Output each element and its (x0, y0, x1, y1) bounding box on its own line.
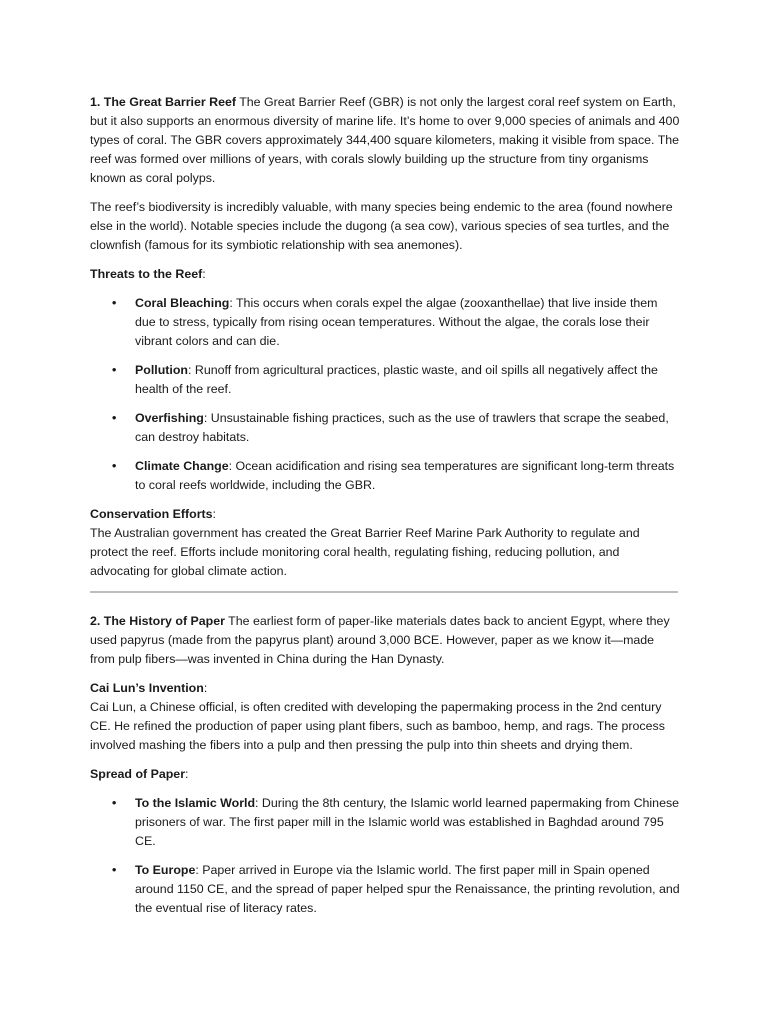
cailun-heading: Cai Lun’s Invention (90, 681, 204, 695)
bullet-icon: • (112, 296, 117, 310)
threats-heading-line (90, 265, 680, 284)
threats-heading: Threats to the Reef (90, 267, 203, 281)
conservation-heading: Conservation Efforts (90, 507, 213, 521)
document-page (90, 93, 680, 928)
list-item (90, 794, 680, 851)
spread-heading-line (90, 765, 680, 784)
reef-biodiversity-paragraph: The reef’s biodiversity is incredibly valuable, with many species being endemic to the area (found nowhere else in the world). Notable species include the dugong (a sea cow), various species of sea turtles, and the clownfish (famous for its symbiotic relationship with sea anemones). (90, 200, 673, 252)
paper-intro-paragraph (90, 612, 680, 669)
list-item-term: To the Islamic World (135, 796, 256, 810)
paper-intro-text: The earliest form of paper-like materials dates back to ancient Egypt, where they used papyrus (made from the papyrus plant) around 3,000 BCE. However, paper as we know it—made from pulp fibers—was invented in China during the Han Dynasty. (90, 614, 670, 666)
cailun-heading-colon: : (203, 681, 208, 695)
threats-list (90, 294, 680, 495)
list-item-term: Overfishing (135, 411, 204, 425)
reef-intro-text: The Great Barrier Reef (GBR) is not only the largest coral reef system on Earth, but it also supports an enormous diversity of marine life. It’s home to over 9,000 species of animals and 400 types of coral. The GBR covers approximately 344,400 square kilometers, making it visible from space. The reef was formed over millions of years, with corals slowly building up the structure from tiny organisms known as coral polyps. (90, 95, 680, 185)
list-item-text: : Ocean acidification and rising sea temperatures are significant long-term threats to coral reefs worldwide, including the GBR. (135, 459, 675, 492)
cailun-heading-line (90, 679, 680, 698)
paper-heading: 2. The History of Paper (90, 614, 225, 628)
conservation-paragraph: The Australian government has created the Great Barrier Reef Marine Park Authority to regulate and protect the reef. Efforts include monitoring coral health, regulating fishing, reducing pollution, and advocating for global climate action. (90, 526, 640, 578)
spread-heading-colon: : (185, 767, 189, 781)
cailun-paragraph: Cai Lun, a Chinese official, is often credited with developing the papermaking process in the 2nd century CE. He refined the production of paper using plant fibers, such as bamboo, hemp, and rags. The process involved mashing the fibers into a pulp and then pressing the pulp into thin sheets and drying them. (90, 700, 665, 752)
threats-heading-colon: : (202, 267, 206, 281)
list-item-text: : Unsustainable fishing practices, such as the use of trawlers that scrape the seabed, can destroy habitats. (135, 411, 669, 444)
list-item-term: Coral Bleaching (135, 296, 230, 310)
conservation-heading-line (90, 505, 680, 524)
list-item-term: Pollution (135, 363, 188, 377)
section-divider (90, 591, 678, 593)
list-item-text: : Paper arrived in Europe via the Islamic world. The first paper mill in Spain opened around 1150 CE, and the spread of paper helped spur the Renaissance, the printing revolution, and the eventual rise of literacy rates. (135, 863, 680, 915)
list-item (90, 861, 680, 918)
reef-intro-paragraph (90, 93, 680, 188)
bullet-icon: • (112, 863, 117, 877)
list-item (90, 409, 680, 447)
spread-heading: Spread of Paper (90, 767, 186, 781)
list-item (90, 294, 680, 351)
conservation-heading-colon: : (212, 507, 216, 521)
bullet-icon: • (112, 411, 117, 425)
reef-heading: 1. The Great Barrier Reef (90, 95, 236, 109)
list-item-text: : During the 8th century, the Islamic world learned papermaking from Chinese prisoners of war. The first paper mill in the Islamic world was established in Baghdad around 795 CE. (135, 796, 680, 848)
list-item (90, 361, 680, 399)
bullet-icon: • (112, 796, 117, 810)
bullet-icon: • (112, 363, 117, 377)
list-item (90, 457, 680, 495)
spread-list (90, 794, 680, 918)
bullet-icon: • (112, 459, 117, 473)
list-item-term: To Europe (135, 863, 196, 877)
list-item-term: Climate Change (135, 459, 229, 473)
list-item-text: : Runoff from agricultural practices, plastic waste, and oil spills all negatively affect the health of the reef. (135, 363, 658, 396)
list-item-text: : This occurs when corals expel the algae (zooxanthellae) that live inside them due to stress, typically from rising ocean temperatures. Without the algae, the corals lose their vibrant colors and can die. (135, 296, 658, 348)
